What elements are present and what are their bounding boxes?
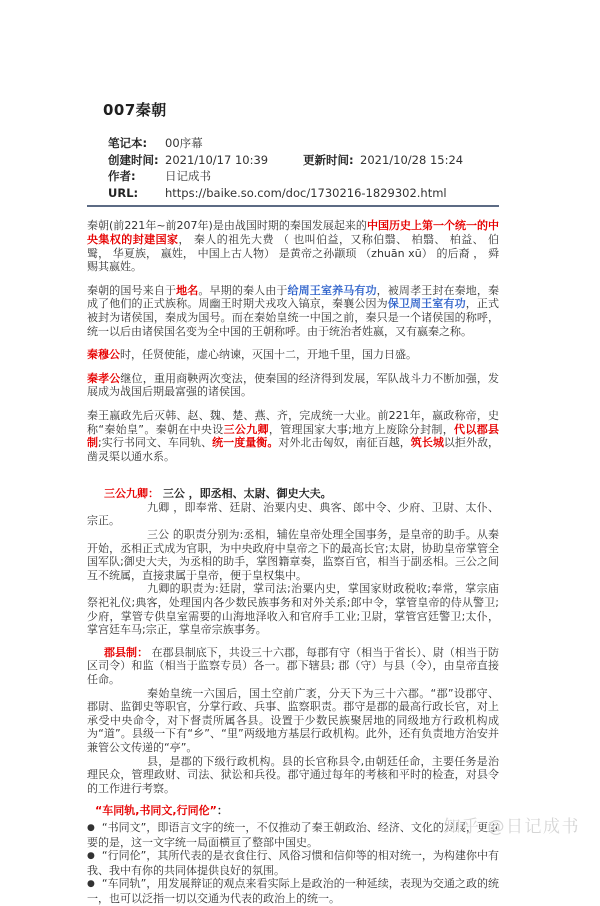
text-segment: 秦王嬴政先后灭韩、赵、魏、楚、燕、齐，完成统一大业。前221年，嬴政称帝，史称“秦始皇”。秦朝在中央设 — [87, 408, 499, 436]
author-label: 作者: — [108, 169, 136, 184]
bullet-icon: ● — [87, 851, 95, 862]
bullet-icon: ● — [87, 879, 95, 890]
text-segment: 中国历史上第一个统一的中央集权的封建国家 — [87, 219, 499, 246]
bullet-item — [87, 877, 499, 905]
paragraph — [87, 409, 499, 463]
paragraph — [87, 348, 499, 362]
text-segment: 三公九卿 — [223, 422, 269, 436]
paragraph — [87, 219, 499, 273]
text-segment: 。早期的秦人由于 — [198, 283, 288, 297]
paragraph — [87, 501, 499, 528]
meta-row-notebook — [108, 135, 499, 152]
text-segment: 在郡县制底下，共设三十六郡，每郡有守（相当于省长）、尉（相当于防区司令）和监（相当于监察专员）各一。郡下辖县; 郡（守）与县（令），由皇帝直接任命。 — [87, 645, 500, 686]
text-segment: ，管理国家大事;地方上废除分封制， — [268, 422, 455, 436]
text-segment: 秦穆公 — [87, 348, 120, 362]
text-segment: 时，任贤使能，虚心纳谏，灭国十二，开地千里，国力日盛。 — [120, 348, 417, 362]
created-label: 创建时间: — [108, 152, 159, 167]
text-segment: ;实行书同文、车同轨、 — [98, 436, 213, 450]
text-segment: ： — [216, 804, 228, 818]
document-content — [87, 0, 499, 906]
text-segment: ， 秦人的祖先大费 （ 也叫伯益，又称伯翳、 柏翳、 柏益、 伯鹥， 华夏族， 嬴姓， 中国上古人物） 是黄帝之孙颛顼 （zhuān xū） 的后裔 ， 舜赐其嬴姓。 — [87, 232, 500, 274]
notebook-label: 笔记本: — [108, 136, 148, 150]
text-segment: “车同轨,书同文,行同伦” — [95, 804, 217, 818]
text-segment: “行同伦”，其所代表的是衣食住行、风俗习惯和信仰等的相对统一，为构建你中有我、我中有你的共同体提供良好的氛围。 — [87, 849, 499, 877]
updated-value: 2021/10/28 15:24 — [360, 152, 464, 167]
link-text-segment[interactable]: 保卫周王室有功 — [387, 297, 466, 311]
paragraph — [87, 646, 499, 687]
zhihu-watermark: 知乎 @日记成书 — [443, 817, 580, 837]
text-segment: 秦朝(前221年~前207年)是由战国时期的秦国发展起来的 — [87, 219, 367, 233]
text-segment: 县，是郡的下级行政机构。县的长官称县令,由朝廷任命，主要任务是治理民众，管理政财、司法、狱讼和兵役。郡守通过每年的考核和平时的检查，对县令的工作进行考察。 — [87, 754, 499, 795]
text-segment: 以拒外敌，凿灵渠以通水系。 — [87, 436, 500, 463]
bullet-icon: ● — [87, 822, 95, 833]
text-segment: 三公 的职责分别为:丞相，辅佐皇帝处理全国事务，是皇帝的助手。从秦开始，丞相正式成为官职，为中央政府中皇帝之下的最高长官;太尉，协助皇帝掌管全国军队;御史大夫，为丞相的助手，掌图籍章奏，监察百官，相当于副丞相。三公之间互不统属，直接隶属于皇帝，便于皇权集中。 — [87, 528, 499, 582]
text-segment: 秦孝公 — [87, 371, 121, 385]
paragraph — [87, 284, 499, 338]
section-heading — [87, 804, 499, 818]
text-segment: “书同文”，即语言文字的统一，不仅推动了秦王朝政治、经济、文化的发展，更重要的是，这一文字统一局面横亘了整部中国史。 — [87, 820, 499, 849]
text-segment: “车同轨”，用发展辩证的观点来看实际上是政治的一种延续，表现为交通之政的统一，也可以泛指一切以交通为代表的政治上的统一。 — [87, 877, 499, 905]
paragraph — [87, 755, 499, 796]
paragraph — [87, 582, 499, 636]
paragraph — [87, 687, 499, 755]
bullet-item — [87, 821, 499, 849]
updated-label: 更新时间: — [303, 152, 354, 167]
paragraph — [87, 487, 499, 501]
link-text-segment[interactable]: 给周王室养马有功 — [287, 283, 377, 297]
bullet-item — [87, 849, 499, 877]
paragraph — [87, 528, 499, 582]
text-segment: 对外北击匈奴，南征百越， — [278, 436, 411, 450]
text-segment: 统一度量衡。 — [212, 436, 279, 450]
meta-row-url — [108, 185, 499, 202]
text-segment: 三公九卿： — [104, 487, 159, 501]
url-value[interactable]: https://baike.so.com/doc/1730216-1829302.html — [165, 185, 447, 200]
url-label: URL: — [108, 185, 139, 200]
text-segment: 秦始皇统一六国后，国土空前广袤，分天下为三十六郡。“郡”设郡守、郡尉、监御史等职官，分掌行政、兵事、监察职责。郡守是郡的最高行政长官，对上承受中央命令，对下督责所属各县。设置于少数民族聚居地的同级地方行政机构成为“道”。县级一下有“乡”、“里”两级地方基层行政机构。此外，还有负责地方治安并兼管公文传递的“亭”。 — [87, 686, 499, 754]
paragraph — [87, 372, 499, 399]
meta-row-author — [108, 168, 499, 185]
meta-table — [87, 135, 499, 201]
text-segment: 九卿 ，即奉常、廷尉、治粟内史、典客、郎中令、少府、卫尉、太仆、宗正。 — [87, 500, 499, 528]
text-segment: 三公 ，即丞相、太尉、御史大夫。 — [159, 487, 332, 501]
table-divider — [87, 205, 499, 207]
document-body — [87, 219, 499, 905]
text-segment: 九卿的职责为:廷尉，掌司法;治粟内史，掌国家财政税收;奉常，掌宗庙祭祀礼仪;典客，处理国内各少数民族事务和对外关系;郎中令，掌管皇帝的侍从警卫;少府，掌管专供皇室需要的山海地泽收入和官府手工业;卫尉，掌管宫廷警卫;太仆，掌宫廷车马;宗正，掌皇帝宗族事务。 — [87, 582, 499, 637]
text-segment: 继位，重用商鞅两次变法，使秦国的经济得到发展，军队战斗力不断加强，发展成为战国后期最富强的诸侯国。 — [87, 371, 500, 399]
text-segment: ，正式被封为诸侯国，秦成为国号。而在秦始皇统一中国之前，秦只是一个诸侯国的称呼，统一以后由诸侯国名变为全中国的王朝称呼。由于统治者姓嬴，又有嬴秦之称。 — [87, 297, 500, 338]
meta-row-dates — [108, 152, 499, 169]
text-segment: 代以郡县制 — [87, 422, 500, 450]
created-value: 2021/10/17 10:39 — [165, 152, 269, 167]
text-segment: 秦朝的国号来自于 — [87, 283, 177, 297]
page-title: 007秦朝 — [103, 101, 167, 119]
text-segment: 筑长城 — [410, 436, 444, 450]
text-segment: ，被周孝王封在秦地，秦成了他们的正式族称。周幽王时期犬戎攻入镐京，秦襄公因为 — [87, 283, 500, 311]
text-segment: 地名 — [176, 283, 199, 297]
text-segment: 郡县制： — [104, 645, 149, 659]
notebook-value: 00序幕 — [165, 136, 203, 150]
author-value: 日记成书 — [165, 169, 211, 184]
